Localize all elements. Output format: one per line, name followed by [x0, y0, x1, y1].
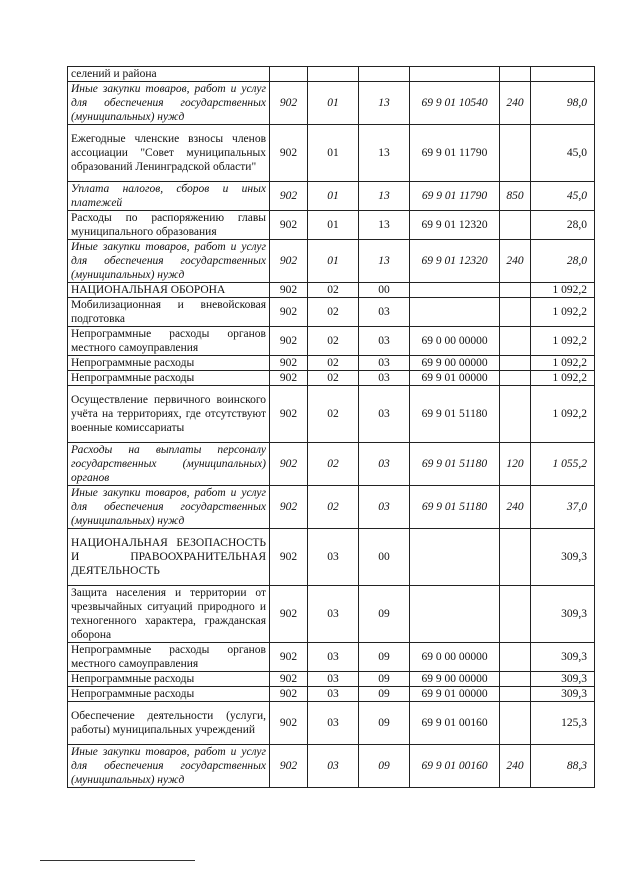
- row-rz-cell: 03: [308, 702, 359, 745]
- row-vr-cell: [500, 327, 531, 356]
- row-sum-cell: 28,0: [531, 240, 595, 283]
- row-vr-cell: [500, 386, 531, 443]
- row-vr-cell: [500, 356, 531, 371]
- row-pr-cell: 09: [359, 586, 410, 643]
- row-ved-cell: 902: [270, 371, 308, 386]
- row-csr-cell: 69 9 01 51180: [410, 486, 500, 529]
- table-row: [68, 356, 595, 371]
- table-body: [68, 67, 595, 788]
- table-row: [68, 486, 595, 529]
- row-pr-cell: 03: [359, 327, 410, 356]
- row-csr-cell: 69 0 00 00000: [410, 327, 500, 356]
- row-vr-cell: [500, 586, 531, 643]
- row-rz-cell: 02: [308, 443, 359, 486]
- row-ved-cell: 902: [270, 443, 308, 486]
- row-vr-cell: [500, 283, 531, 298]
- row-vr-cell: [500, 67, 531, 82]
- row-rz-cell: 02: [308, 486, 359, 529]
- row-sum-cell: 1 092,2: [531, 298, 595, 327]
- row-name-cell: Ежегодные членские взносы членов ассоциации "Совет муниципальных образований Ленинградской области": [68, 125, 270, 182]
- row-csr-cell: 69 9 01 00000: [410, 371, 500, 386]
- row-csr-cell: 69 9 01 12320: [410, 240, 500, 283]
- row-ved-cell: 902: [270, 386, 308, 443]
- row-ved-cell: 902: [270, 643, 308, 672]
- row-rz-cell: 02: [308, 371, 359, 386]
- footnote-separator: [40, 860, 195, 861]
- row-csr-cell: 69 9 01 10540: [410, 82, 500, 125]
- table-row: [68, 687, 595, 702]
- row-pr-cell: 09: [359, 643, 410, 672]
- row-name-cell: Расходы на выплаты персоналу государственных (муниципальных) органов: [68, 443, 270, 486]
- table-row: [68, 211, 595, 240]
- table-row: [68, 240, 595, 283]
- row-name-cell: Непрограммные расходы: [68, 371, 270, 386]
- row-ved-cell: [270, 67, 308, 82]
- row-pr-cell: 09: [359, 702, 410, 745]
- row-vr-cell: [500, 643, 531, 672]
- row-rz-cell: 03: [308, 745, 359, 788]
- row-name-cell: Иные закупки товаров, работ и услуг для обеспечения государственных (муниципальных) нужд: [68, 486, 270, 529]
- row-rz-cell: 01: [308, 82, 359, 125]
- row-ved-cell: 902: [270, 702, 308, 745]
- row-sum-cell: 28,0: [531, 211, 595, 240]
- row-sum-cell: 98,0: [531, 82, 595, 125]
- row-ved-cell: 902: [270, 283, 308, 298]
- row-sum-cell: 88,3: [531, 745, 595, 788]
- row-pr-cell: 13: [359, 82, 410, 125]
- row-csr-cell: [410, 67, 500, 82]
- table-row: [68, 745, 595, 788]
- row-vr-cell: [500, 125, 531, 182]
- row-pr-cell: 13: [359, 240, 410, 283]
- row-name-cell: Непрограммные расходы органов местного самоуправления: [68, 327, 270, 356]
- row-pr-cell: 03: [359, 443, 410, 486]
- row-pr-cell: 03: [359, 486, 410, 529]
- row-sum-cell: 125,3: [531, 702, 595, 745]
- row-sum-cell: 309,3: [531, 687, 595, 702]
- row-name-cell: НАЦИОНАЛЬНАЯ БЕЗОПАСНОСТЬ И ПРАВООХРАНИТЕЛЬНАЯ ДЕЯТЕЛЬНОСТЬ: [68, 529, 270, 586]
- row-name-cell: Иные закупки товаров, работ и услуг для обеспечения государственных (муниципальных) нужд: [68, 82, 270, 125]
- row-ved-cell: 902: [270, 745, 308, 788]
- row-rz-cell: 01: [308, 211, 359, 240]
- row-rz-cell: 02: [308, 356, 359, 371]
- row-ved-cell: 902: [270, 356, 308, 371]
- row-rz-cell: 01: [308, 182, 359, 211]
- row-name-cell: Обеспечение деятельности (услуги, работы) муниципальных учреждений: [68, 702, 270, 745]
- row-pr-cell: 03: [359, 298, 410, 327]
- row-name-cell: селений и района: [68, 67, 270, 82]
- row-vr-cell: [500, 298, 531, 327]
- row-csr-cell: 69 9 01 12320: [410, 211, 500, 240]
- row-name-cell: Непрограммные расходы: [68, 672, 270, 687]
- table-row: [68, 529, 595, 586]
- table-row: [68, 298, 595, 327]
- row-ved-cell: 902: [270, 687, 308, 702]
- row-pr-cell: 03: [359, 386, 410, 443]
- row-ved-cell: 902: [270, 529, 308, 586]
- row-name-cell: Иные закупки товаров, работ и услуг для обеспечения государственных (муниципальных) нужд: [68, 745, 270, 788]
- row-rz-cell: 01: [308, 240, 359, 283]
- row-rz-cell: 01: [308, 125, 359, 182]
- row-rz-cell: 03: [308, 643, 359, 672]
- row-vr-cell: 240: [500, 745, 531, 788]
- row-pr-cell: 13: [359, 182, 410, 211]
- row-vr-cell: 240: [500, 240, 531, 283]
- row-ved-cell: 902: [270, 240, 308, 283]
- row-vr-cell: [500, 687, 531, 702]
- row-csr-cell: 69 9 00 00000: [410, 672, 500, 687]
- table-row: [68, 443, 595, 486]
- row-ved-cell: 902: [270, 298, 308, 327]
- row-csr-cell: 69 9 01 00160: [410, 745, 500, 788]
- row-vr-cell: 850: [500, 182, 531, 211]
- row-vr-cell: [500, 371, 531, 386]
- row-sum-cell: 1 092,2: [531, 283, 595, 298]
- table-row: [68, 283, 595, 298]
- row-pr-cell: 09: [359, 687, 410, 702]
- row-csr-cell: 69 9 01 11790: [410, 125, 500, 182]
- row-csr-cell: [410, 529, 500, 586]
- table-row: [68, 182, 595, 211]
- row-sum-cell: 309,3: [531, 643, 595, 672]
- row-csr-cell: 69 9 01 51180: [410, 443, 500, 486]
- row-pr-cell: 03: [359, 356, 410, 371]
- row-pr-cell: 00: [359, 529, 410, 586]
- row-name-cell: Иные закупки товаров, работ и услуг для обеспечения государственных (муниципальных) нужд: [68, 240, 270, 283]
- row-sum-cell: 309,3: [531, 529, 595, 586]
- row-name-cell: Непрограммные расходы органов местного самоуправления: [68, 643, 270, 672]
- table-row: [68, 672, 595, 687]
- row-ved-cell: 902: [270, 327, 308, 356]
- row-ved-cell: 902: [270, 486, 308, 529]
- row-sum-cell: 1 092,2: [531, 356, 595, 371]
- table-row: [68, 82, 595, 125]
- row-ved-cell: 902: [270, 211, 308, 240]
- row-csr-cell: 69 9 01 11790: [410, 182, 500, 211]
- row-vr-cell: 120: [500, 443, 531, 486]
- row-pr-cell: 13: [359, 125, 410, 182]
- row-rz-cell: 02: [308, 327, 359, 356]
- row-rz-cell: 02: [308, 386, 359, 443]
- row-name-cell: Защита населения и территории от чрезвычайных ситуаций природного и техногенного характера, гражданская оборона: [68, 586, 270, 643]
- row-csr-cell: 69 9 01 51180: [410, 386, 500, 443]
- row-name-cell: Расходы по распоряжению главы муниципального образования: [68, 211, 270, 240]
- row-csr-cell: [410, 283, 500, 298]
- row-pr-cell: [359, 67, 410, 82]
- row-csr-cell: [410, 586, 500, 643]
- row-csr-cell: [410, 298, 500, 327]
- row-rz-cell: 02: [308, 298, 359, 327]
- row-csr-cell: 69 9 01 00000: [410, 687, 500, 702]
- table-row: [68, 586, 595, 643]
- row-rz-cell: 03: [308, 529, 359, 586]
- row-rz-cell: 03: [308, 586, 359, 643]
- row-pr-cell: 09: [359, 745, 410, 788]
- row-sum-cell: 45,0: [531, 125, 595, 182]
- row-vr-cell: [500, 211, 531, 240]
- row-sum-cell: 1 092,2: [531, 327, 595, 356]
- row-sum-cell: 37,0: [531, 486, 595, 529]
- row-rz-cell: 03: [308, 687, 359, 702]
- row-csr-cell: 69 9 00 00000: [410, 356, 500, 371]
- row-pr-cell: 13: [359, 211, 410, 240]
- row-pr-cell: 03: [359, 371, 410, 386]
- row-sum-cell: 309,3: [531, 672, 595, 687]
- table-row: [68, 327, 595, 356]
- row-name-cell: Осуществление первичного воинского учёта на территориях, где отсутствуют военные комиссариаты: [68, 386, 270, 443]
- table-row: [68, 125, 595, 182]
- table-row: [68, 386, 595, 443]
- row-rz-cell: 03: [308, 672, 359, 687]
- row-sum-cell: 1 055,2: [531, 443, 595, 486]
- row-name-cell: Непрограммные расходы: [68, 687, 270, 702]
- row-sum-cell: 1 092,2: [531, 371, 595, 386]
- row-rz-cell: 02: [308, 283, 359, 298]
- row-rz-cell: [308, 67, 359, 82]
- row-sum-cell: 45,0: [531, 182, 595, 211]
- row-sum-cell: 1 092,2: [531, 386, 595, 443]
- row-ved-cell: 902: [270, 672, 308, 687]
- row-ved-cell: 902: [270, 125, 308, 182]
- row-vr-cell: [500, 529, 531, 586]
- row-vr-cell: [500, 702, 531, 745]
- budget-table: [67, 66, 595, 788]
- row-csr-cell: 69 0 00 00000: [410, 643, 500, 672]
- row-pr-cell: 09: [359, 672, 410, 687]
- row-sum-cell: [531, 67, 595, 82]
- row-csr-cell: 69 9 01 00160: [410, 702, 500, 745]
- row-vr-cell: 240: [500, 486, 531, 529]
- table-row: [68, 702, 595, 745]
- table-row: [68, 67, 595, 82]
- row-vr-cell: 240: [500, 82, 531, 125]
- row-ved-cell: 902: [270, 82, 308, 125]
- row-pr-cell: 00: [359, 283, 410, 298]
- row-ved-cell: 902: [270, 182, 308, 211]
- row-name-cell: НАЦИОНАЛЬНАЯ ОБОРОНА: [68, 283, 270, 298]
- table-row: [68, 371, 595, 386]
- row-name-cell: Мобилизационная и вневойсковая подготовка: [68, 298, 270, 327]
- row-ved-cell: 902: [270, 586, 308, 643]
- row-name-cell: Уплата налогов, сборов и иных платежей: [68, 182, 270, 211]
- table-row: [68, 643, 595, 672]
- row-vr-cell: [500, 672, 531, 687]
- row-sum-cell: 309,3: [531, 586, 595, 643]
- row-name-cell: Непрограммные расходы: [68, 356, 270, 371]
